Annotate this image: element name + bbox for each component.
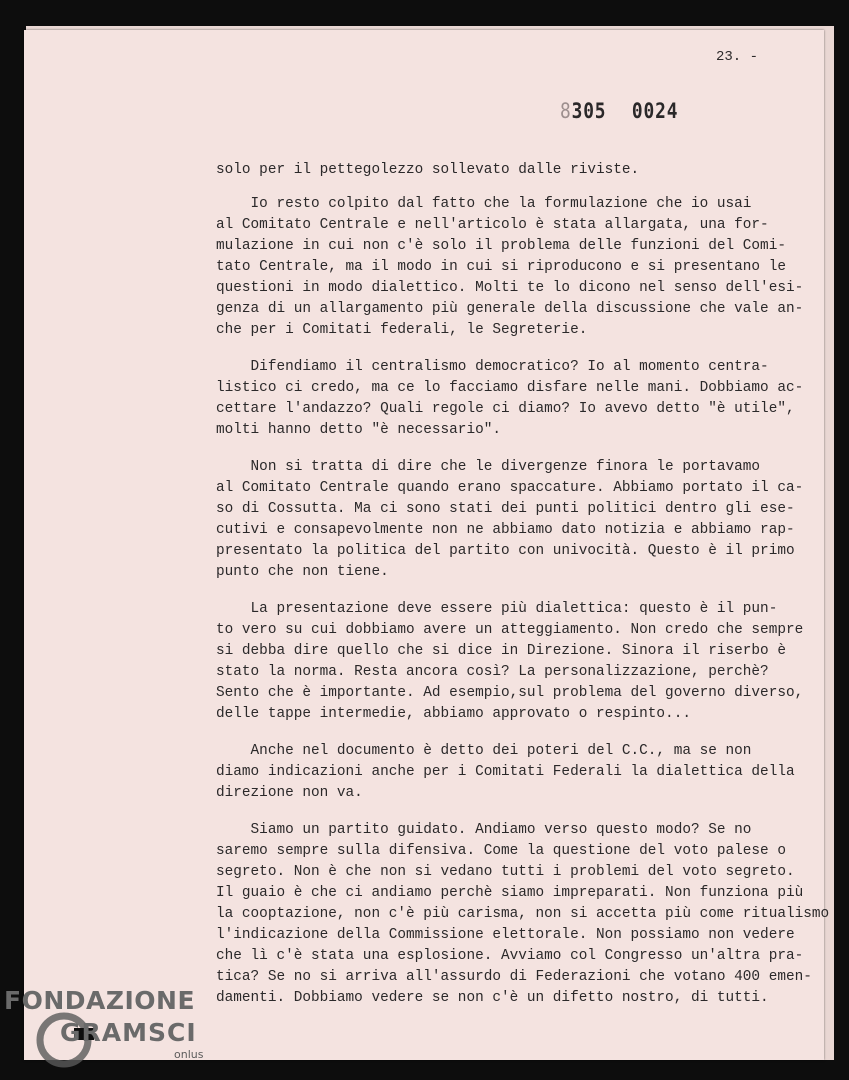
text-line: al Comitato Centrale quando erano spaccature. Abbiamo portato il ca-	[216, 480, 804, 496]
paragraph	[216, 599, 804, 725]
logo-line-1: FONDAZIONE	[4, 986, 196, 1015]
paragraph	[216, 357, 804, 441]
text-line: saremo sempre sulla difensiva. Come la questione del voto palese o	[216, 843, 786, 859]
text-line: genza di un allargamento più generale della discussione che vale an-	[216, 301, 804, 317]
text-line: si debba dire quello che si dice in Direzione. Sinora il riserbo è	[216, 643, 786, 659]
text-line: tica? Se no si arriva all'assurdo di Federazioni che votano 400 emen-	[216, 969, 812, 985]
text-line: che per i Comitati federali, le Segreterie.	[216, 322, 588, 338]
text-line: diamo indicazioni anche per i Comitati Federali la dialettica della	[216, 764, 795, 780]
stamp-number: 0024	[631, 99, 679, 123]
paragraph	[216, 160, 776, 181]
text-line: mulazione in cui non c'è solo il problema delle funzioni del Comi-	[216, 238, 786, 254]
archive-stamp	[560, 99, 678, 123]
paragraph	[216, 457, 804, 583]
logo-line-2: GRAMSCI	[60, 1018, 197, 1047]
text-line: Non si tratta di dire che le divergenze finora le portavamo	[216, 459, 761, 475]
text-line: cettare l'andazzo? Quali regole ci diamo? Io avevo detto "è utile",	[216, 401, 795, 417]
page-number: 23. -	[716, 49, 759, 65]
text-line: questioni in modo dialettico. Molti te lo dicono nel senso dell'esi-	[216, 280, 804, 296]
text-line: listico ci credo, ma ce lo facciamo disfare nelle mani. Dobbiamo ac-	[216, 380, 804, 396]
stamp-faded-prefix: 8	[560, 99, 572, 123]
text-line: solo per il pettegolezzo sollevato dalle riviste.	[216, 162, 640, 178]
paragraph	[216, 741, 795, 804]
text-line: l'indicazione della Commissione elettorale. Non possiamo non vedere	[216, 927, 795, 943]
text-line: punto che non tiene.	[216, 564, 389, 580]
text-line: segreto. Non è che non si vedano tutti i problemi del voto segreto.	[216, 864, 795, 880]
text-line: la cooptazione, non c'è più carisma, non si accetta più come ritualismo	[216, 906, 830, 922]
paragraph	[216, 820, 830, 1009]
logo-suffix: onlus	[174, 1048, 204, 1061]
text-line: al Comitato Centrale e nell'articolo è stata allargata, una for-	[216, 217, 769, 233]
text-line: Difendiamo il centralismo democratico? Io al momento centra-	[216, 359, 769, 375]
document-body	[216, 160, 830, 1025]
text-line: stato la norma. Resta ancora così? La personalizzazione, perchè?	[216, 664, 769, 680]
text-line: molti hanno detto "è necessario".	[216, 422, 501, 438]
text-line: Siamo un partito guidato. Andiamo verso questo modo? Se no	[216, 822, 752, 838]
text-line: presentato la politica del partito con univocità. Questo è il primo	[216, 543, 795, 559]
stamp-series: 305	[571, 99, 607, 123]
text-line: to vero su cui dobbiamo avere un atteggiamento. Non credo che sempre	[216, 622, 804, 638]
text-line: Anche nel documento è detto dei poteri del C.C., ma se non	[216, 743, 752, 759]
text-line: so di Cossutta. Ma ci sono stati dei punti politici dentro gli ese-	[216, 501, 795, 517]
text-line: cutivi e consapevolmente non ne abbiamo dato notizia e abbiamo rap-	[216, 522, 795, 538]
fondazione-gramsci-logo	[4, 986, 224, 1080]
text-line: damenti. Dobbiamo vedere se non c'è un difetto nostro, di tutti.	[216, 990, 769, 1006]
text-line: La presentazione deve essere più dialettica: questo è il pun-	[216, 601, 778, 617]
text-line: Sento che è importante. Ad esempio,sul problema del governo diverso,	[216, 685, 804, 701]
text-line: delle tappe intermedie, abbiamo approvato o respinto...	[216, 706, 691, 722]
text-line: Io resto colpito dal fatto che la formulazione che io usai	[216, 196, 752, 212]
text-line: che lì c'è stata una esplosione. Avviamo col Congresso un'altra pra-	[216, 948, 804, 964]
text-line: direzione non va.	[216, 785, 363, 801]
text-line: Il guaio è che ci andiamo perchè siamo impreparati. Non funziona più	[216, 885, 804, 901]
paragraph	[216, 194, 804, 341]
text-line: tato Centrale, ma il modo in cui si riproducono e si presentano le	[216, 259, 786, 275]
